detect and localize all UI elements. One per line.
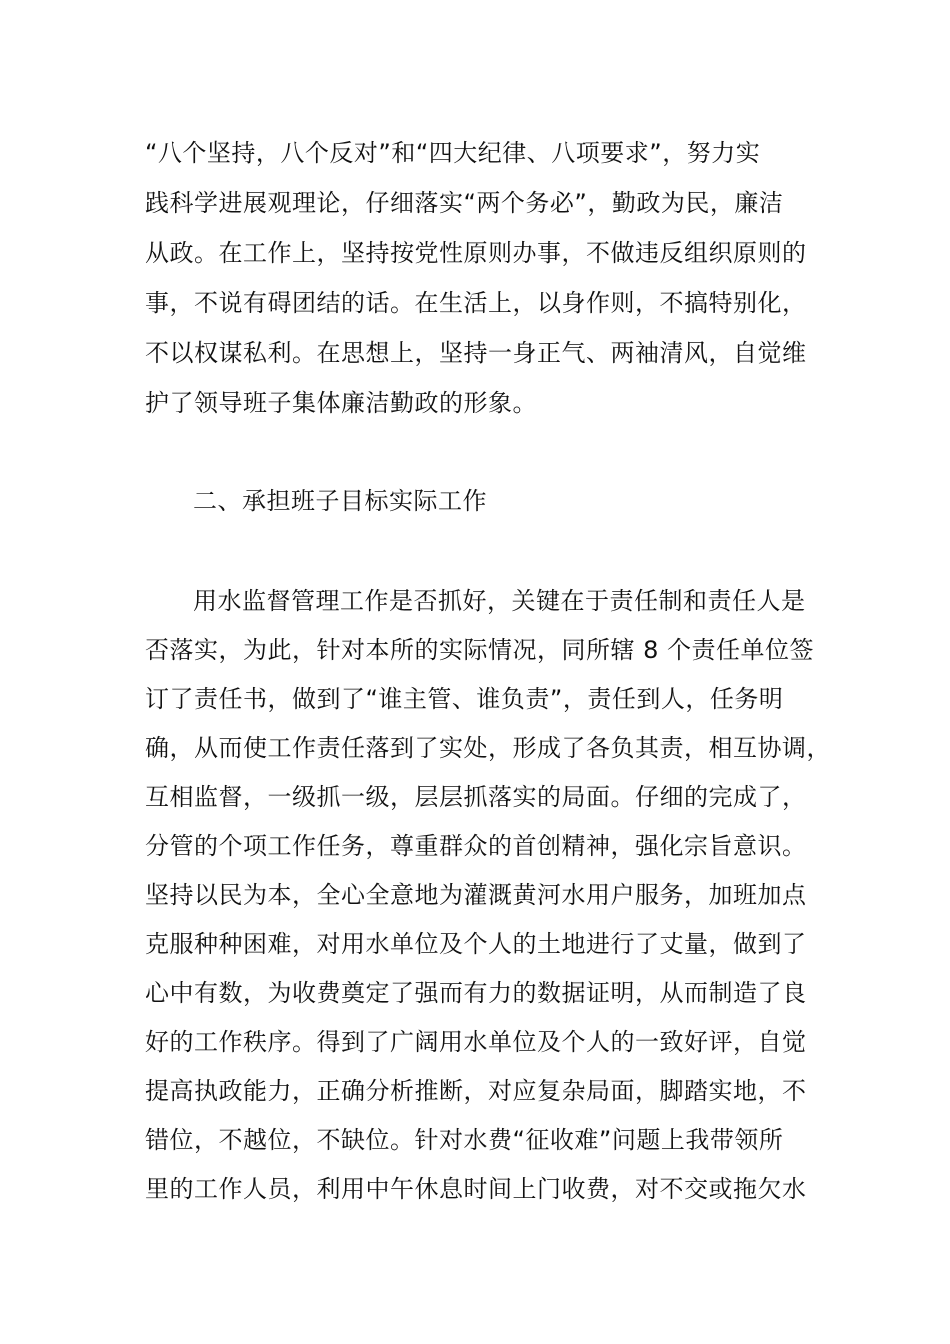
paragraph-1-line-2: 践科学进展观理论，仔细落实“两个务必”，勤政为民，廉洁: [145, 189, 784, 217]
paragraph-2-line-10: 好的工作秩序。得到了广阔用水单位及个人的一致好评，自觉: [145, 1028, 807, 1056]
paragraph-2-line-7: 坚持以民为本，全心全意地为灌溉黄河水用户服务，加班加点: [145, 881, 807, 909]
paragraph-2-line-8: 克服种种困难，对用水单位及个人的土地进行了丈量，做到了: [145, 930, 807, 958]
paragraph-2-line-3: 订了责任书，做到了“谁主管、谁负责”，责任到人，任务明: [145, 685, 784, 713]
paragraph-2-line-6: 分管的个项工作任务，尊重群众的首创精神，强化宗旨意识。: [145, 832, 807, 860]
paragraph-2-line-9: 心中有数，为收费奠定了强而有力的数据证明，从而制造了良: [145, 979, 807, 1007]
paragraph-2-line-13: 里的工作人员，利用中午休息时间上门收费，对不交或拖欠水: [145, 1175, 807, 1203]
paragraph-1-line-3: 从政。在工作上，坚持按党性原则办事，不做违反组织原则的: [145, 239, 807, 267]
paragraph-2-line-11: 提高执政能力，正确分析推断，对应复杂局面，脚踏实地，不: [145, 1077, 807, 1105]
paragraph-1-line-6: 护了领导班子集体廉洁勤政的形象。: [145, 389, 537, 417]
paragraph-1-line-5: 不以权谋私利。在思想上，坚持一身正气、两袖清风，自觉维: [145, 339, 807, 367]
paragraph-1-line-4: 事，不说有碍团结的话。在生活上，以身作则，不搞特别化，: [145, 289, 807, 317]
paragraph-2-line-5: 互相监督，一级抓一级，层层抓落实的局面。仔细的完成了，: [145, 783, 807, 811]
paragraph-2-line-2: 否落实，为此，针对本所的实际情况，同所辖 8 个责任单位签: [145, 636, 815, 664]
paragraph-2-line-12: 错位，不越位，不缺位。针对水费“征收难”问题上我带领所: [145, 1126, 784, 1154]
paragraph-1-line-1: “八个坚持，八个反对”和“四大纪律、八项要求”，努力实: [145, 139, 761, 167]
paragraph-2-line-4: 确，从而使工作责任落到了实处，形成了各负其责，相互协调，: [145, 734, 831, 762]
section-heading: 二、承担班子目标实际工作: [193, 487, 487, 515]
paragraph-2-line-1: 用水监督管理工作是否抓好，关键在于责任制和责任人是: [193, 587, 806, 615]
